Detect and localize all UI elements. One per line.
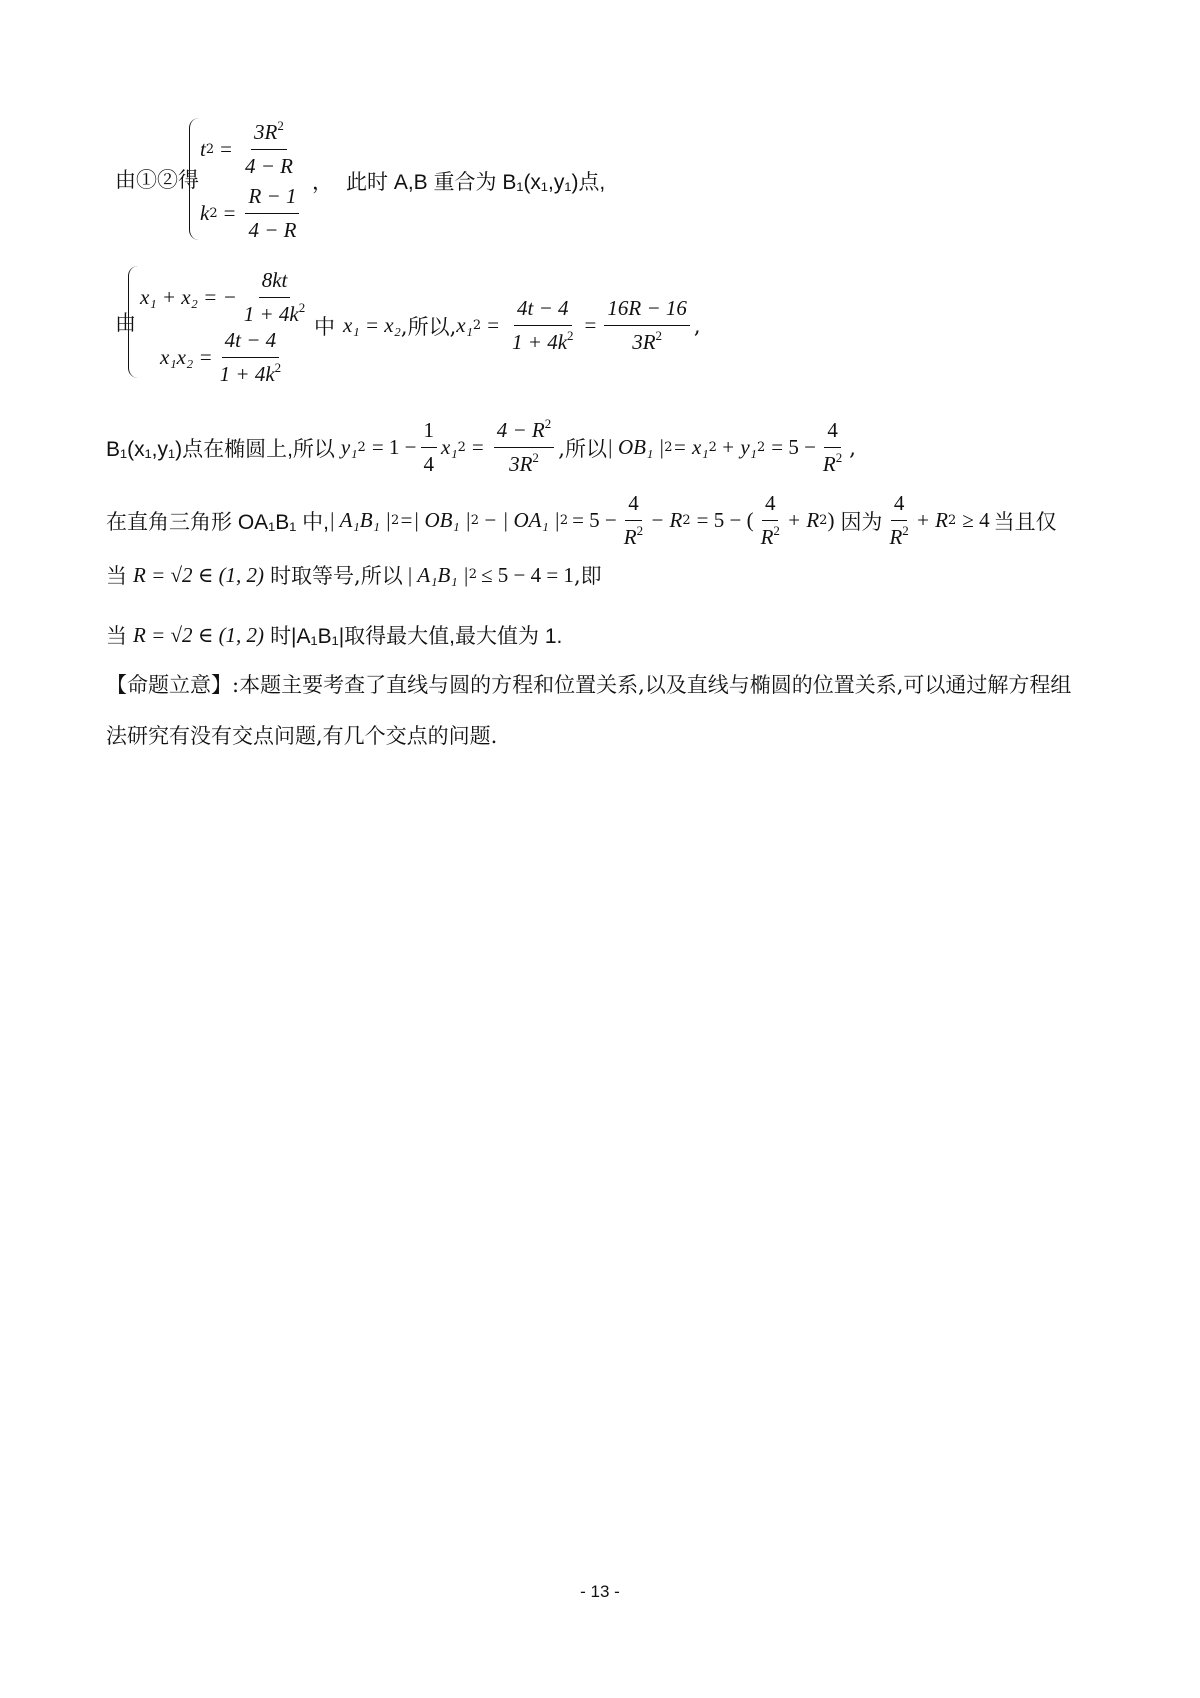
line2-frac2: $\frac{4t - 4}{1 + 4k^2}$ (219, 328, 282, 386)
line3-frac1: $\frac{1}{4}$ (421, 418, 438, 477)
line2-frac1: $\frac{8kt}{1 + 4k^2}$ (243, 268, 306, 326)
line1-eq-t: t 2 = $\frac{3R^2}{4 - R}$ (200, 120, 300, 179)
line2-brace (128, 266, 139, 378)
line2-eq1: x₁ + x₂ = − $\frac{8kt}{1 + 4k^2}$ (140, 268, 312, 327)
line4-frac2: $\frac{4}{R^2}$ (760, 491, 780, 549)
line1-frac-t: $\frac{3R^2}{4 - R}$ (244, 118, 293, 178)
line3-frac2: $\frac{4 - R^2}{3R^2}$ (494, 418, 555, 477)
line4-frac3: $\frac{4}{R^2}$ (889, 491, 909, 549)
line2-frac4: $\frac{16R - 16}{3R^2}$ (604, 296, 690, 355)
commentary-line-1: 【命题立意】:本题主要考查了直线与圆的方程和位置关系,以及直线与椭圆的位置关系,可以通过解方程组 (106, 673, 1072, 697)
line1-brace (189, 118, 200, 240)
line-6: 当 R = √2 ∈ (1, 2) 时|A₁B₁|取得最大值,最大值为 1. (106, 622, 563, 648)
line1-text: 此时 A,B 重合为 B₁(x₁,y₁)点, (346, 171, 606, 194)
line-4: 在直角三角形 OA₁B₁ 中, | A₁B₁ | 2 =| OB₁ | 2 − | OA₁ | 2 = 5 − $\frac{4}{R^2}$ − R 2 = 5 − ( $\frac{4}{R^2}$ + R 2 ) 因为 $\frac{4}{R^2}$ + R 2 ≥ 4 当且仅 (106, 491, 1057, 549)
line3-frac3: $\frac{4}{R^2}$ (822, 418, 843, 476)
line1-eq-k: k 2 = $\frac{R - 1}{4 - R}$ (200, 184, 303, 243)
line2-eq2: x₁x₂ = $\frac{4t - 4}{1 + 4k^2}$ (160, 328, 288, 387)
line2-rest: 中 x₁ = x₂ ,所以, x₁ 2 = $\frac{4t - 4}{1 + 4k^2}$ = $\frac{16R - 16}{3R^2}$ , (314, 296, 701, 354)
line2-frac3: $\frac{4t - 4}{1 + 4k^2}$ (512, 296, 574, 354)
line1-prefix: 由①②得 (115, 168, 199, 192)
line2-prefix: 由 (115, 311, 136, 335)
line-3: B₁(x₁,y₁)点在椭圆上,所以 y₁ 2 = 1 − $\frac{1}{4}$ x₁ 2 = $\frac{4 - R^2}{3R^2}$ ,所以 | OB₁ | 2 = x₁ 2 + y₁ 2 = 5 − $\frac{4}{R^2}$ , (106, 416, 856, 476)
commentary-line-2: 法研究有没有交点问题,有几个交点的问题. (106, 724, 498, 748)
line4-frac1: $\frac{4}{R^2}$ (623, 491, 644, 549)
page-number: - 13 - (580, 1582, 620, 1601)
line-5: 当 R = √2 ∈ (1, 2) 时取等号,所以 | A₁B₁ | 2 ≤ 5 − 4 = 1 ,即 (106, 562, 602, 588)
line1-frac-k: $\frac{R - 1}{4 - R}$ (245, 184, 299, 243)
